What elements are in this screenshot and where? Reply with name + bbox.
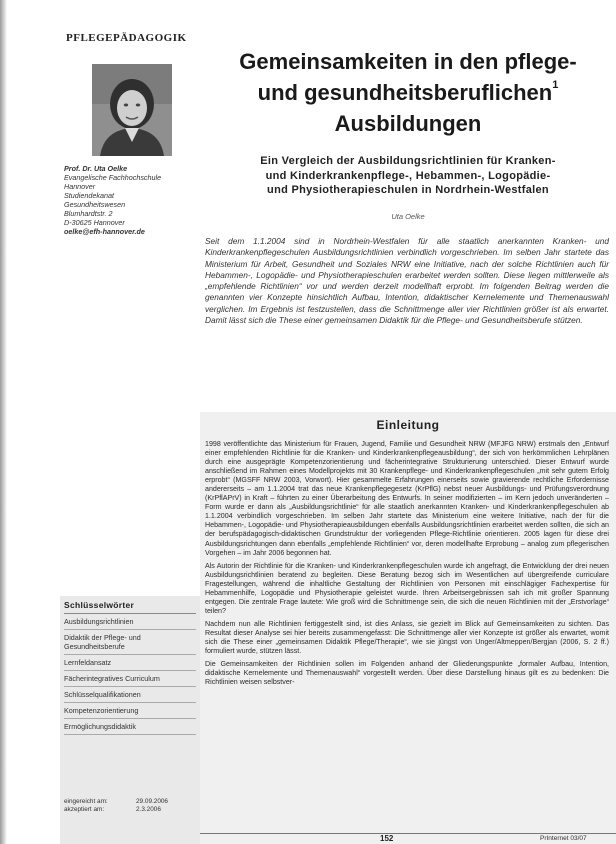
- footnote-marker: 1: [552, 79, 559, 91]
- submission-dates: [64, 798, 168, 814]
- received-row: [64, 798, 168, 806]
- body-text: [205, 440, 609, 691]
- footer-rule: [200, 833, 616, 834]
- author-email[interactable]: oelke@efh-hannover.de: [64, 227, 145, 236]
- keyword-item: Ermöglichungsdidaktik: [64, 721, 196, 735]
- keywords-title: Schlüsselwörter: [64, 600, 196, 614]
- body-paragraph: 1998 veröffentlichte das Ministerium für Frauen, Jugend, Familie und Gesundheit NRW (MFJFG NRW) erstmals den „Entwurf einer empfehlenden Richtlinie für die Kranken- und Kinderkrankenpflegeausbildung“, der sich von herkömmlichen Lehrplänen durch eine ausgeprägte Kompetenzorientierung und fächerintegrative Strukturierung unterschied. Dieser Entwurf wurde anschließend im Rahmen eines Modellprojekts mit 30 Krankenpflege- und Kinderkrankenpflegeschulen „mit sehr gutem Erfolg erprobt“ (MGSFF NRW 2003, Vorwort). Hier gesammelte Erfahrungen einerseits sowie gravierende rechtliche Erfordernisse andererseits – am 1.1.2004 trat das neue Krankenpflegegesetz (KrPflG) nebst neuer Ausbildungs- und Prüfungsverordnung (KrPflAPrV) in Kraft – führten zu einer Überarbeitung des Entwurfs. In seiner modifizierten – im Kern jedoch unveränderten – Form wurde er dann als „Ausbildungsrichtlinie“ für alle staatlich anerkannten Kranken- und Kinderkrankenpflegeschulen ab 1.1.2004 verbindlich vorgeschrieben. Im selben Jahr startete das Ministerium eine weitere Initiative, nach der für die Hebammen-, Logopädie- und Physiotherapieausbildungen ebenfalls Ausbildungsrichtlinien erarbeitet werden sollten, die sich an der berufspädagogisch-didaktischen Grundstruktur der vorliegenden Pflege-Richtlinie orientieren. 2005 lagen für diese drei Ausbildungsrichtungen dann ebenfalls „empfehlende Richtlinien“ vor, deren modellhafte Erprobung – analog zum pflegerischen Vorgehen – im Jahr 2006 begonnen hat.: [205, 440, 609, 557]
- keywords-box: [64, 600, 196, 737]
- keyword-item: Fächerintegratives Curriculum: [64, 673, 196, 687]
- received-value: 29.09.2006: [136, 798, 168, 805]
- accepted-label: akzeptiert am:: [64, 806, 105, 813]
- section-heading: Einleitung: [376, 418, 440, 432]
- lead-paragraph: Seit dem 1.1.2004 sind in Nordrhein-Westfalen für alle staatlich anerkannten Kranken- und Kinderkrankenpflegeschulen Ausbildungsrichtlinien verbindlich vorgeschrieben. Im selben Jahr startete das Ministerium für Arbeit, Gesundheit und Soziales NRW eine Initiative, nach der solche Richtlinien auch für Hebammen-, Logopädie- und Physiotherapieschulen erarbeitet werden sollten. Diese liegen mittlerweile als „empfehlende Richtlinien“ vor und werden derzeit modellhaft erprobt. Im folgenden Beitrag werden die genannten vier Konzepte hinsichtlich Aufbau, Intention, didaktischer Kernelemente und Themenauswahl verglichen. Im Ergebnis ist festzustellen, dass die Schnittmenge aller vier Richtlinien größer ist als erwartet. Damit lässt sich die These einer gemeinsamen Didaktik für die Pflege- und Gesundheitsberufe stützen.: [205, 236, 609, 326]
- subtitle-line-3: und Physiotherapieschulen in Nordrhein-Westfalen: [267, 184, 549, 196]
- author-street: Blumhardtstr. 2: [64, 209, 113, 218]
- scan-edge-shadow: [0, 0, 7, 844]
- section-label: PFLEGEPÄDAGOGIK: [66, 32, 187, 44]
- title-line-2-text: und gesundheitsberuflichen: [257, 80, 553, 105]
- accepted-value: 2.3.2006: [136, 806, 161, 813]
- keyword-item: Lernfeldansatz: [64, 657, 196, 671]
- journal-reference: PrInternet 03/07: [540, 835, 587, 842]
- body-paragraph: Nachdem nun alle Richtlinien fertiggestellt sind, ist dies Anlass, sie gezielt im Blick auf Gemeinsamkeiten zu sichten. Das Resultat dieser Analyse sei hier bereits zusammengefasst: Die Schnittmenge aller vier Konzepte ist größer als erwartet, womit sich die These einer „gemeinsamen Didaktik Pflege/Therapie“, wie sie jüngst von Unger/Altmeppen/Bergjan (2006, S. 2 ff.) formuliert wurde, stützen lässt.: [205, 619, 609, 656]
- keyword-item: Kompetenzorientierung: [64, 705, 196, 719]
- received-label: eingereicht am:: [64, 798, 108, 805]
- byline: Uta Oelke: [391, 212, 425, 221]
- author-photo: [92, 64, 172, 156]
- author-postal: D-30625 Hannover: [64, 218, 125, 227]
- title-line-2: [200, 77, 616, 108]
- author-name: Prof. Dr. Uta Oelke: [64, 164, 128, 173]
- keyword-item: Ausbildungsrichtlinien: [64, 616, 196, 630]
- author-department-field: Gesundheitswesen: [64, 200, 126, 209]
- subtitle-line-2: und Kinderkrankenpflege-, Hebammen-, Logopädie-: [265, 169, 551, 182]
- author-institution: Evangelische Fachhochschule: [64, 173, 162, 182]
- title-line-1: Gemeinsamkeiten in den pflege-: [239, 49, 577, 74]
- article-subtitle: [200, 154, 616, 198]
- keyword-item: Didaktik der Pflege- und Gesundheitsberufe: [64, 632, 196, 655]
- author-department: Studiendekanat: [64, 191, 114, 200]
- accepted-row: [64, 806, 168, 814]
- body-paragraph: Als Autorin der Richtlinie für die Kranken- und Kinderkrankenpflegeschulen wurde ich angefragt, die Entwicklung der drei neuen Ausbildungsrichtlinien beratend zu begleiten. Diese Beratung bezog sich im Wesentlichen auf übergreifende curriculare Fragestellungen, während die inhaltliche Gestaltung der Richtlinien von Personen mit einschlägiger Fachexpertise für Hebammenhilfe, Logopädie und Physiotherapie geleistet wurde. Ihren Arbeitsergebnissen sah ich mit großer Spannung entgegen. Die zentrale Frage lautete: Wie groß wird die Schnittmenge sein, die sich die neuen Richtlinien mit der „Erstvorlage“ teilen?: [205, 561, 609, 615]
- title-line-3: Ausbildungen: [334, 111, 482, 136]
- keyword-item: Schlüsselqualifikationen: [64, 689, 196, 703]
- author-info: [64, 164, 204, 236]
- body-paragraph: Die Gemeinsamkeiten der Richtlinien sollen im Folgenden anhand der Gliederungspunkte „formaler Aufbau, Intention, didaktische Kernelemente und Themenauswahl“ vorgestellt werden. Über diese Darstellung hinaus gilt es zu bedenken: Die Richtlinien weisen selbstver-: [205, 660, 609, 687]
- article-title: [200, 46, 616, 139]
- page-number: 152: [380, 834, 394, 843]
- author-city: Hannover: [64, 182, 96, 191]
- subtitle-line-1: Ein Vergleich der Ausbildungsrichtlinien für Kranken-: [260, 155, 556, 167]
